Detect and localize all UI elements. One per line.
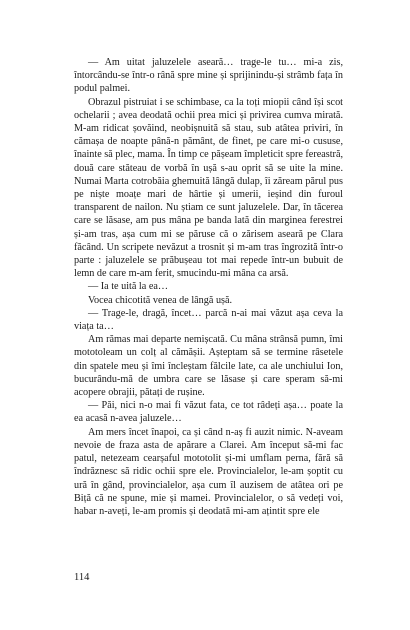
paragraph-2: Obrazul pistruiat i se schimbase, ca la toți miopii când își scot ochelarii ; avea deodată ochii prea mici și privirea cumva mirată. M-am ridicat șovăind, neobișnuită să stau, sub atâtea priviri, în cămașa de noapte până-n pământ, de finet, pe care mi-o cususe, înainte să plec, mama. În timp ce pășeam împleticit spre fereastră, două care stăteau de vorbă în ușă s-au oprit să se uite la mine. Numai Marta cotrobăia ghemuită lângă dulap, îi zăream părul pus pe niște moațe mari de hârtie și umerii, ieșind din furoul transparent de nailon. Nu știam ce sunt jaluzelele. Dar, în tăcerea care se lăsase, am pus mâna pe banda lată din marginea ferestrei și-am tras, așa cum mi se păruse că o zărisem aseară pe Clara făcând. Un scripete nevăzut a trosnit și m-am tras îngrozită într-o parte : jaluzelele se prăbușeau tot mai repede într-un bubuit de lemn de care m-am ferit, smucindu-mi mâna ca arsă. bbox=[74, 96, 344, 280]
paragraph-3: — Ia te uită la ea… bbox=[88, 281, 169, 293]
paragraph-4: Vocea chicotită venea de lângă ușă. bbox=[88, 294, 233, 306]
page-number: 114 bbox=[74, 572, 90, 583]
paragraph-5: — Trage-le, dragă, încet… parcă n-ai mai văzut așa ceva la viața ta… bbox=[74, 307, 343, 333]
paragraph-8: Am mers încet înapoi, ca și când n-aș fi auzit nimic. N-aveam nevoie de fraza asta de apărare a Clarei. Am început să-mi fac patul, netezeam cearșaful mototolit și-mi umflam perna, fără să îndrăznesc să ridic ochii spre ele. Provincialelor, le-am șoptit cu ură în gând, provincialelor, așa cum îl auzisem de atâtea ori pe Biță că ne spune, mie și mamei. Provincialelor, o să vedeți voi, habar n-aveți, le-am promis și deodată mi-am ațintit spre ele bbox=[74, 426, 343, 517]
paragraph-1: — Am uitat jaluzelele aseară… trage-le tu… mi-a zis, întorcându-se într-o rână spre mine și sprijinindu-și strâmb fața în podul palmei. bbox=[74, 57, 343, 95]
body-text bbox=[74, 56, 343, 518]
paragraph-6: Am rămas mai departe nemișcată. Cu mâna strânsă pumn, îmi mototoleam un colț al cămășii. Așteptam să se termine râsetele din spatele meu și îmi încleștam fălcile late, ca ale unchiului Ion, bucurându-mă de umbra care se lăsase și care speram să-mi acopere obrajii, pătați de rușine. bbox=[74, 334, 343, 399]
paragraph-7: — Păi, nici n-o mai fi văzut fata, ce tot râdeți așa… poate la ea acasă n-avea jaluzele… bbox=[74, 400, 343, 425]
